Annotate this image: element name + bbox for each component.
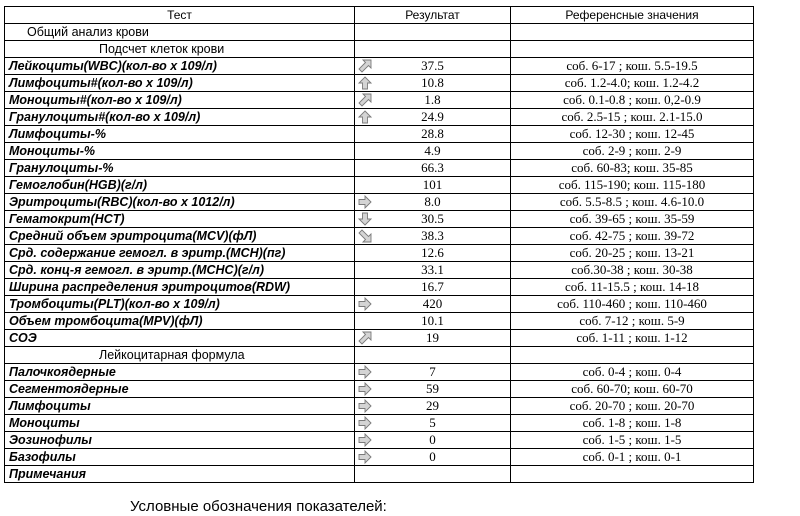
table-row — [5, 58, 754, 75]
result-cell — [355, 296, 511, 313]
reference-value: соб. 115-190; кош. 115-180 — [511, 177, 754, 194]
section-label: Общий анализ крови — [5, 24, 355, 41]
table-row — [5, 143, 754, 160]
reference-value: соб. 1.2-4.0; кош. 1.2-4.2 — [511, 75, 754, 92]
arrow-up-right-icon — [358, 331, 372, 345]
empty-cell — [511, 347, 754, 364]
arrow-right-icon — [358, 399, 372, 413]
header-reference: Референсные значения — [511, 7, 754, 24]
table-row — [5, 245, 754, 262]
test-name: Ширина распределения эритроцитов(RDW) — [5, 279, 355, 296]
table-row — [5, 75, 754, 92]
result-cell — [355, 160, 511, 177]
section-row — [5, 41, 754, 58]
arrow-right-icon — [358, 382, 372, 396]
reference-value: соб. 60-83; кош. 35-85 — [511, 160, 754, 177]
table-row — [5, 92, 754, 109]
table-row — [5, 296, 754, 313]
section-row — [5, 347, 754, 364]
reference-value: соб. 0-4 ; кош. 0-4 — [511, 364, 754, 381]
reference-value — [511, 466, 754, 483]
reference-value: соб. 12-30 ; кош. 12-45 — [511, 126, 754, 143]
result-value: 37.5 — [421, 58, 444, 73]
test-name: Гранулоциты-% — [5, 160, 355, 177]
empty-cell — [511, 41, 754, 58]
result-cell — [355, 58, 511, 75]
result-cell — [355, 211, 511, 228]
result-value: 19 — [426, 330, 439, 345]
result-value: 33.1 — [421, 262, 444, 277]
result-value: 5 — [429, 415, 436, 430]
section-label: Лейкоцитарная формула — [5, 347, 355, 364]
result-value: 1.8 — [424, 92, 441, 107]
result-cell — [355, 177, 511, 194]
result-cell — [355, 364, 511, 381]
arrow-right-icon — [358, 433, 372, 447]
result-cell — [355, 449, 511, 466]
table-row — [5, 126, 754, 143]
reference-value: соб. 20-25 ; кош. 13-21 — [511, 245, 754, 262]
section-row — [5, 24, 754, 41]
empty-cell — [355, 41, 511, 58]
result-value: 420 — [422, 296, 443, 311]
table-row — [5, 398, 754, 415]
result-cell — [355, 126, 511, 143]
result-value: 4.9 — [424, 143, 441, 158]
result-cell — [355, 245, 511, 262]
reference-value: соб. 2-9 ; кош. 2-9 — [511, 143, 754, 160]
result-value: 7 — [429, 364, 436, 379]
result-cell — [355, 330, 511, 347]
test-name: Гранулоциты#(кол-во x 109/л) — [5, 109, 355, 126]
reference-value: соб. 11-15.5 ; кош. 14-18 — [511, 279, 754, 296]
arrow-down-right-icon — [358, 229, 372, 243]
test-name: Эритроциты(RBC)(кол-во x 1012/л) — [5, 194, 355, 211]
table-row — [5, 194, 754, 211]
reference-value: соб. 60-70; кош. 60-70 — [511, 381, 754, 398]
result-value: 30.5 — [421, 211, 444, 226]
result-cell — [355, 466, 511, 483]
test-name: Палочкоядерные — [5, 364, 355, 381]
result-value: 29 — [426, 398, 439, 413]
table-row — [5, 381, 754, 398]
result-value: 10.8 — [421, 75, 444, 90]
empty-cell — [355, 347, 511, 364]
result-cell — [355, 143, 511, 160]
blood-test-table — [4, 6, 754, 483]
test-name: Тромбоциты(PLT)(кол-во x 109/л) — [5, 296, 355, 313]
reference-value: соб. 110-460 ; кош. 110-460 — [511, 296, 754, 313]
legend-title: Условные обозначения показателей: — [130, 498, 387, 515]
result-cell — [355, 279, 511, 296]
table-row — [5, 432, 754, 449]
table-header-row — [5, 7, 754, 24]
reference-value: соб.30-38 ; кош. 30-38 — [511, 262, 754, 279]
table-row — [5, 262, 754, 279]
test-name: Гематокрит(HCT) — [5, 211, 355, 228]
test-name: Лимфоциты-% — [5, 126, 355, 143]
table-row — [5, 466, 754, 483]
arrow-up-icon — [358, 110, 372, 124]
result-cell — [355, 262, 511, 279]
result-cell — [355, 398, 511, 415]
result-cell — [355, 415, 511, 432]
reference-value: соб. 42-75 ; кош. 39-72 — [511, 228, 754, 245]
test-name: СОЭ — [5, 330, 355, 347]
arrow-up-right-icon — [358, 93, 372, 107]
result-value: 28.8 — [421, 126, 444, 141]
result-value: 10.1 — [421, 313, 444, 328]
arrow-up-right-icon — [358, 59, 372, 73]
test-name: Лимфоциты#(кол-во x 109/л) — [5, 75, 355, 92]
table-row — [5, 211, 754, 228]
test-name: Сегментоядерные — [5, 381, 355, 398]
result-value: 24.9 — [421, 109, 444, 124]
test-name: Моноциты#(кол-во x 109/л) — [5, 92, 355, 109]
result-cell — [355, 92, 511, 109]
reference-value: соб. 1-5 ; кош. 1-5 — [511, 432, 754, 449]
result-value: 38.3 — [421, 228, 444, 243]
test-name: Лейкоциты(WBC)(кол-во x 109/л) — [5, 58, 355, 75]
result-cell — [355, 313, 511, 330]
test-name: Примечания — [5, 466, 355, 483]
result-value: 16.7 — [421, 279, 444, 294]
arrow-down-icon — [358, 212, 372, 226]
result-cell — [355, 194, 511, 211]
arrow-right-icon — [358, 416, 372, 430]
result-value: 101 — [422, 177, 443, 192]
result-value: 0 — [429, 432, 436, 447]
result-cell — [355, 109, 511, 126]
arrow-right-icon — [358, 297, 372, 311]
arrow-right-icon — [358, 365, 372, 379]
reference-value: соб. 6-17 ; кош. 5.5-19.5 — [511, 58, 754, 75]
header-result: Результат — [355, 7, 511, 24]
test-name: Эозинофилы — [5, 432, 355, 449]
result-cell — [355, 75, 511, 92]
empty-cell — [511, 24, 754, 41]
table-row — [5, 415, 754, 432]
test-name: Объем тромбоцита(MPV)(фЛ) — [5, 313, 355, 330]
reference-value: соб. 0-1 ; кош. 0-1 — [511, 449, 754, 466]
test-name: Моноциты-% — [5, 143, 355, 160]
test-name: Базофилы — [5, 449, 355, 466]
reference-value: соб. 0.1-0.8 ; кош. 0,2-0.9 — [511, 92, 754, 109]
table-row — [5, 330, 754, 347]
result-value: 0 — [429, 449, 436, 464]
reference-value: соб. 1-8 ; кош. 1-8 — [511, 415, 754, 432]
empty-cell — [355, 24, 511, 41]
arrow-right-icon — [358, 195, 372, 209]
result-value: 59 — [426, 381, 439, 396]
test-name: Срд. конц-я гемогл. в эритр.(MCHC)(г/л) — [5, 262, 355, 279]
result-value: 66.3 — [421, 160, 444, 175]
table-row — [5, 109, 754, 126]
reference-value: соб. 5.5-8.5 ; кош. 4.6-10.0 — [511, 194, 754, 211]
result-cell — [355, 432, 511, 449]
arrow-up-icon — [358, 76, 372, 90]
test-name: Лимфоциты — [5, 398, 355, 415]
section-label: Подсчет клеток крови — [5, 41, 355, 58]
test-name: Срд. содержание гемогл. в эритр.(MCH)(пг) — [5, 245, 355, 262]
result-value: 12.6 — [421, 245, 444, 260]
reference-value: соб. 2.5-15 ; кош. 2.1-15.0 — [511, 109, 754, 126]
table-row — [5, 160, 754, 177]
reference-value: соб. 20-70 ; кош. 20-70 — [511, 398, 754, 415]
reference-value: соб. 39-65 ; кош. 35-59 — [511, 211, 754, 228]
result-value: 8.0 — [424, 194, 441, 209]
reference-value: соб. 7-12 ; кош. 5-9 — [511, 313, 754, 330]
table-row — [5, 313, 754, 330]
result-cell — [355, 228, 511, 245]
test-name: Средний объем эритроцита(MCV)(фЛ) — [5, 228, 355, 245]
table-row — [5, 279, 754, 296]
arrow-right-icon — [358, 450, 372, 464]
table-row — [5, 449, 754, 466]
table-row — [5, 364, 754, 381]
test-name: Гемоглобин(HGB)(г/л) — [5, 177, 355, 194]
test-name: Моноциты — [5, 415, 355, 432]
result-cell — [355, 381, 511, 398]
reference-value: соб. 1-11 ; кош. 1-12 — [511, 330, 754, 347]
table-row — [5, 228, 754, 245]
header-test: Тест — [5, 7, 355, 24]
table-row — [5, 177, 754, 194]
